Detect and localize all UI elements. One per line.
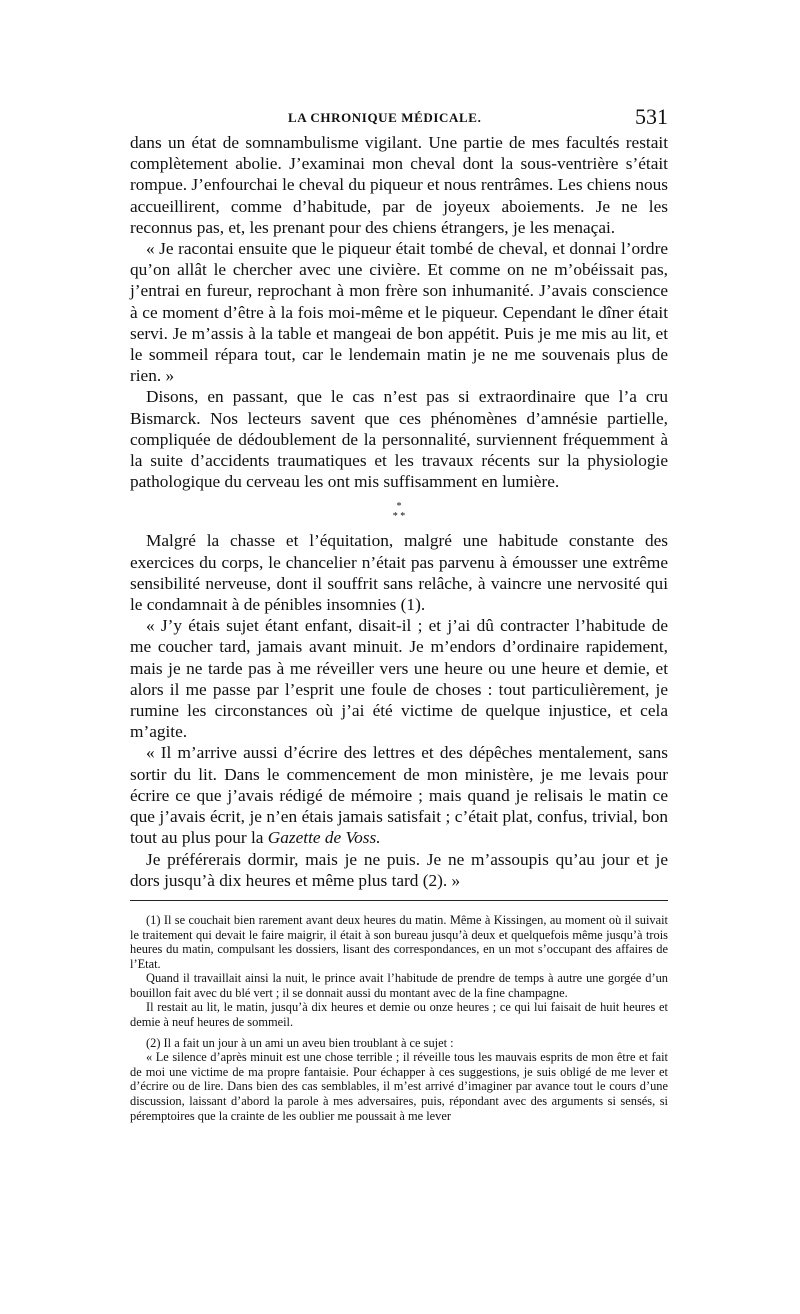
footnote: (2) Il a fait un jour à un ami un aveu bien troublant à ce sujet : bbox=[146, 1035, 454, 1050]
paragraph: Je préférerais dormir, mais je ne puis. Je ne m’assoupis qu’au jour et je dors jusqu’à dix heures et même plus tard (2). » bbox=[130, 849, 668, 890]
asterism-top: * bbox=[396, 501, 402, 513]
page-number: 531 bbox=[635, 104, 668, 129]
asterism-bottom: * * bbox=[392, 511, 406, 523]
footnote: Quand il travaillait ainsi la nuit, le prince avait l’habitude de prendre de temps à autre une gorgée d’un bouillon fait avec du blé vert ; il se donnait aussi du montant avec de la fine champagne. bbox=[130, 971, 668, 1000]
paragraph: Disons, en passant, que le cas n’est pas si extraordinaire que l’a cru Bismarck. Nos lecteurs savent que ces phénomènes d’amnésie partielle, compliquée de dédoublement de la personnalité, surviennent fréquemment à la suite d’accidents traumatiques et les travaux récents sur la physiologie pathologique du cerveau les ont mis suffisamment en lumière. bbox=[130, 387, 668, 492]
running-title: LA CHRONIQUE MÉDICALE. bbox=[288, 110, 482, 125]
footnotes bbox=[130, 913, 668, 1123]
paragraph: « J’y étais sujet étant enfant, disait-il ; et j’ai dû contracter l’habitude de me coucher tard, jamais avant minuit. Je m’endors d’ordinaire rapidement, mais je ne tarde pas à me réveiller vers une heure ou une heure et demie, et alors il me passe par l’esprit une foule de choses : tout particulièrement, je rumine les circonstances où j’ai été victime de quelque injustice, et cela m’agite. bbox=[130, 616, 668, 742]
paragraph: « Je racontai ensuite que le piqueur était tombé de cheval, et donnai l’ordre qu’on allât le chercher avec une civière. Et comme on ne m’obéissait pas, j’entrai en fureur, reprochant à mon frère son inhumanité. J’avais conscience à ce moment d’être à la fois moi-même et le piqueur. Cependant le dîner était servi. Je m’assis à la table et mangeai de bon appétit. Puis je me mis au lit, et le sommeil répara tout, car le lendemain matin je ne me souvenais plus de rien. » bbox=[130, 239, 668, 386]
paragraph: Malgré la chasse et l’équitation, malgré une habitude constante des exercices du corps, le chancelier n’était pas parvenu à émousser une extrême sensibilité nerveuse, dont il souffrit sans relâche, à vaincre une nervosité qui le condamnait à de pénibles insomnies (1). bbox=[130, 531, 668, 615]
footnote: Il restait au lit, le matin, jusqu’à dix heures et demie ou onze heures ; ce qui lui faisait de huit heures et demie à neuf heures de sommeil. bbox=[130, 1000, 668, 1030]
footnote: « Le silence d’après minuit est une chose terrible ; il réveille tous les mauvais esprits de mon être et fait de moi une victime de ma propre fantaisie. Pour échapper à ces suggestions, je suis obligé de me lever et d’écrire ou de lire. Dans bien des cas semblables, il m’est arrivé d’imaginer par avance tout le cours d’une discussion, laissant d’abord la parole à mes adversaires, puis, répondant avec des arguments si sensés, si péremptoires que la crainte de les oublier me poussait à me lever bbox=[130, 1050, 668, 1123]
footnote-rule bbox=[130, 900, 668, 901]
paragraph-text: « Il m’arrive aussi d’écrire des lettres et des dépêches mentalement, sans sortir du lit. Dans le commencement de mon ministère, je me levais pour écrire ce que j’avais rédigé de mémoire ; mais quand je relisais le matin ce que j’avais écrit, je n’en étais jamais satisfait ; c’était plat, confus, trivial, bon tout au plus pour la bbox=[130, 743, 668, 848]
newspaper-title: Gazette de Voss. bbox=[267, 828, 381, 848]
footnote: (1) Il se couchait bien rarement avant deux heures du matin. Même à Kissingen, au moment où il suivait le traitement qui devait le faire maigrir, il était à son bureau jusqu’à deux et quelquefois même jusqu’à trois heures du matin, compulsant les dossiers, lisant des correspondances, en un mot s’occupant des affaires de l’Etat. bbox=[130, 912, 668, 971]
paragraph: dans un état de somnambulisme vigilant. Une partie de mes facultés restait complètement abolie. J’examinai mon cheval dont la sous-ventrière s’était rompue. J’enfourchai le cheval du piqueur et nous rentrâmes. Les chiens nous accueillirent, comme d’habitude, par de joyeux aboiements. Je ne les reconnus pas, et, les prenant pour des chiens étrangers, je les menaçai. bbox=[130, 133, 668, 237]
main-text bbox=[130, 132, 668, 891]
book-page bbox=[130, 104, 668, 1123]
section-asterism bbox=[130, 492, 668, 530]
paragraph bbox=[130, 742, 668, 848]
page-header bbox=[130, 104, 668, 132]
